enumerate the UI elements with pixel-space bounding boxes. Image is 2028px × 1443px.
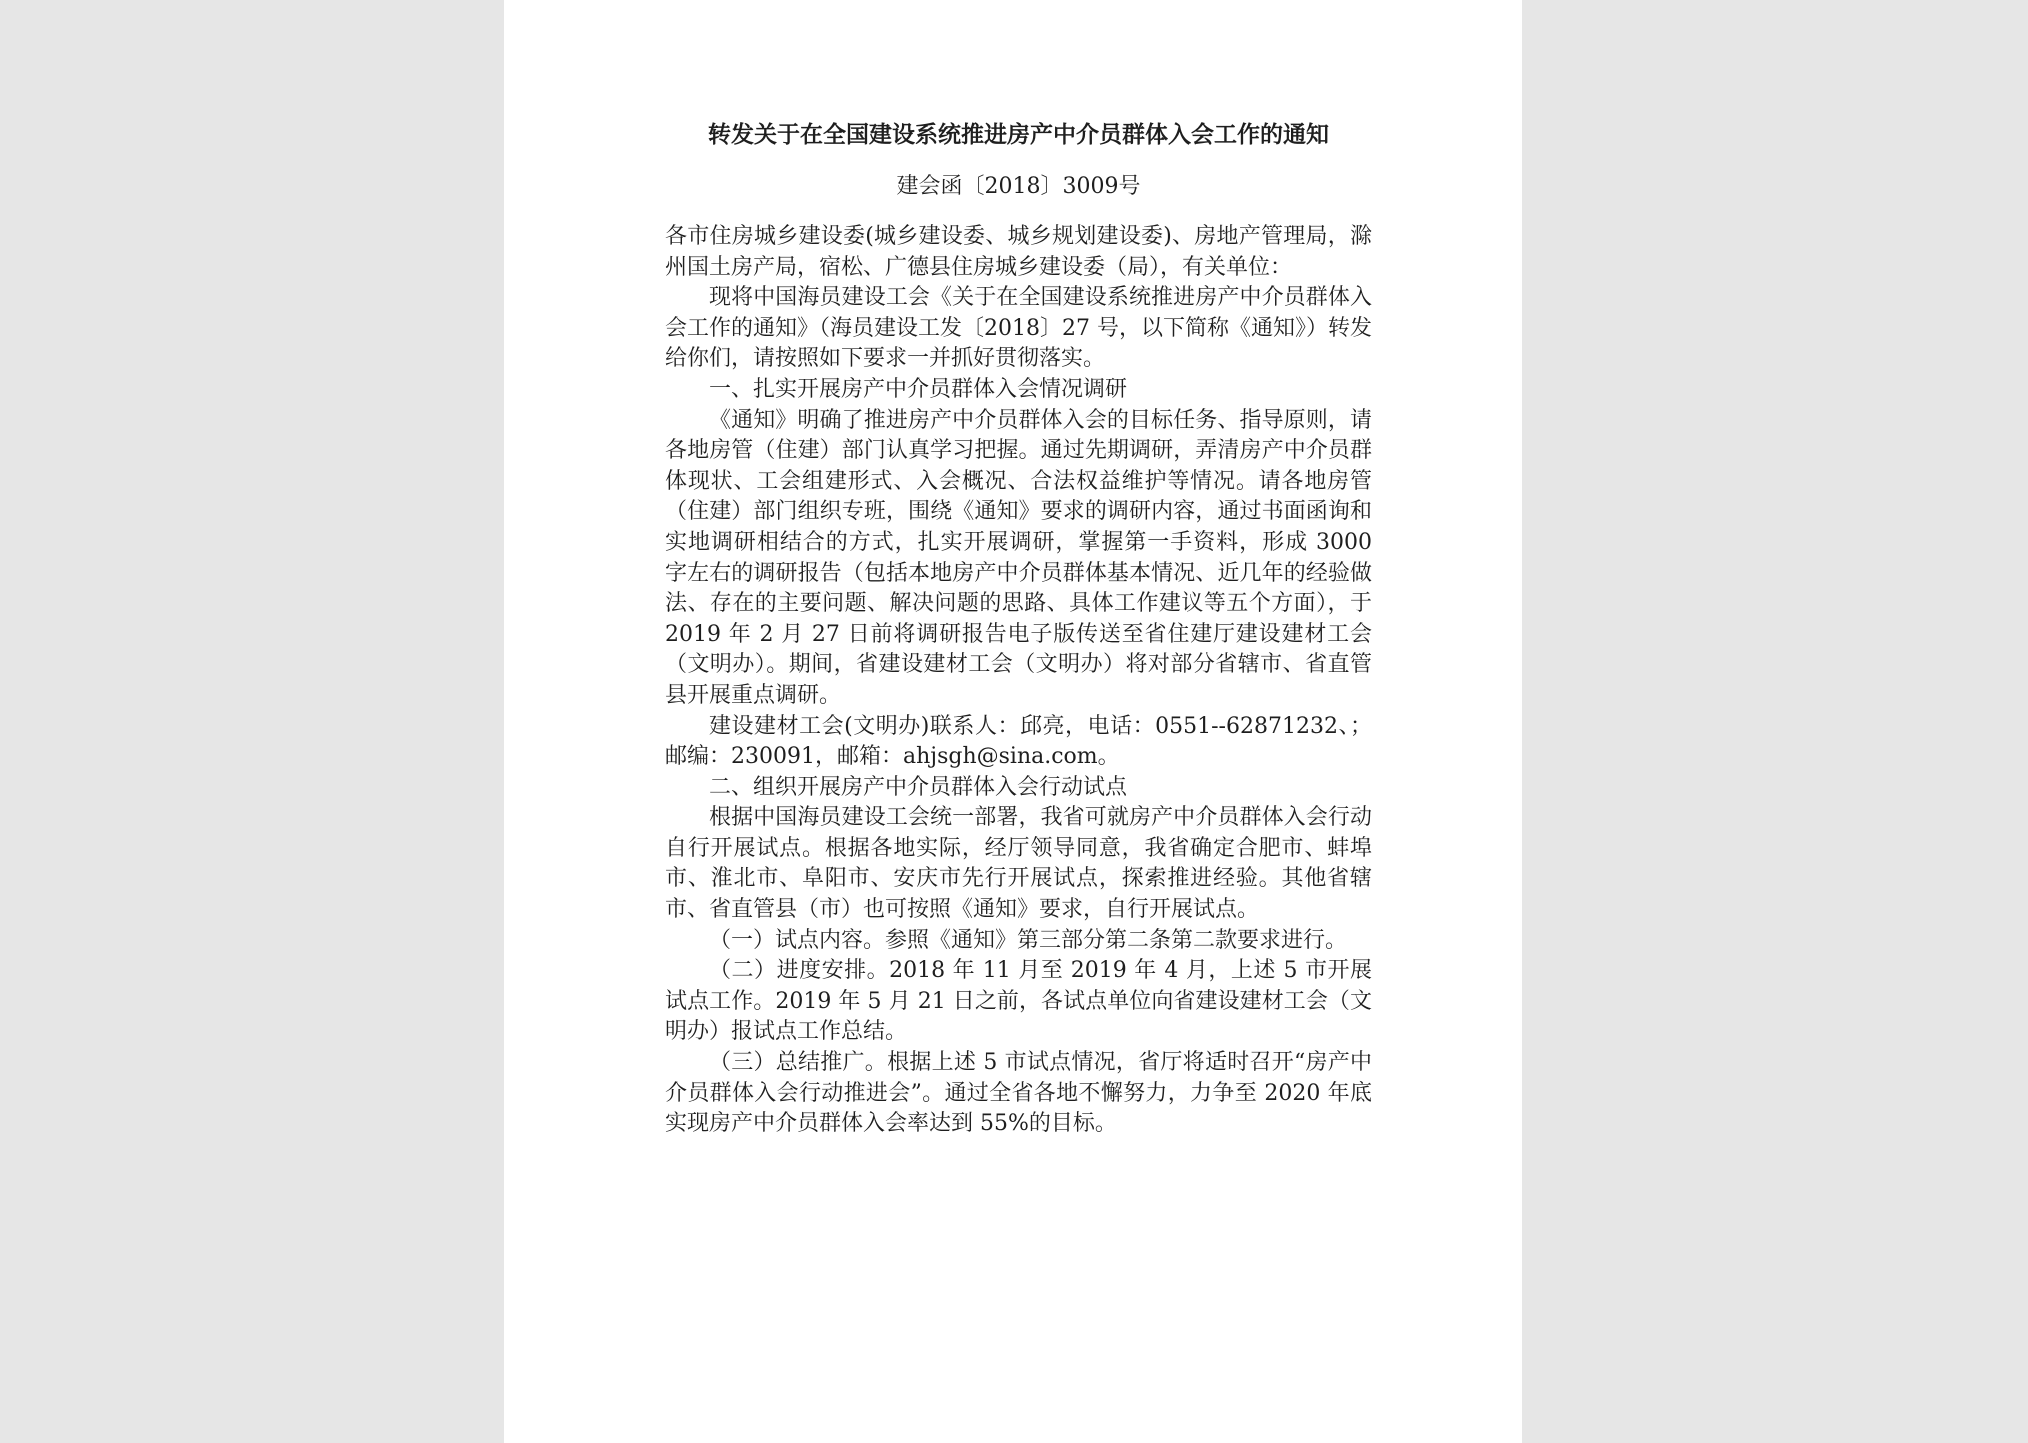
intro-paragraph: 现将中国海员建设工会《关于在全国建设系统推进房产中介员群体入会工作的通知》（海员建设工发〔2018〕27 号，以下简称《通知》）转发给你们，请按照如下要求一并抓好贯彻落实。: [665, 285, 1372, 372]
addressee-paragraph: 各市住房城乡建设委(城乡建设委、城乡规划建设委)、房地产管理局，滁州国土房产局，宿松、广德县住房城乡建设委（局），有关单位：: [665, 224, 1372, 280]
section-heading-1: 一、扎实开展房产中介员群体入会情况调研: [709, 376, 1128, 402]
contact-paragraph: 建设建材工会(文明办)联系人：邱亮，电话：0551--62871232、；邮编：230091，邮箱：ahjsgh@sina.com。: [665, 713, 1372, 770]
item-1-paragraph: （一）试点内容。参照《通知》第三部分第二条第二款要求进行。: [709, 927, 1348, 953]
document-page: [504, 0, 1522, 1443]
document-body: [665, 222, 1372, 1140]
document-content: [665, 118, 1372, 1140]
document-number: 建会函〔2018〕3009号: [896, 174, 1141, 199]
item-2-paragraph: （二）进度安排。2018 年 11 月至 2019 年 4 月，上述 5 市开展试点工作。2019 年 5 月 21 日之前，各试点单位向省建设建材工会（文明办）报试点工作总结。: [665, 958, 1372, 1045]
section-2-paragraph: 根据中国海员建设工会统一部署，我省可就房产中介员群体入会行动自行开展试点。根据各地实际，经厅领导同意，我省确定合肥市、蚌埠市、淮北市、阜阳市、安庆市先行开展试点，探索推进经验。其他省辖市、省直管县（市）也可按照《通知》要求，自行开展试点。: [665, 805, 1372, 923]
item-3-paragraph: （三）总结推广。根据上述 5 市试点情况，省厅将适时召开“房产中介员群体入会行动推进会”。通过全省各地不懈努力，力争至 2020 年底实现房产中介员群体入会率达到 55%的目标。: [665, 1050, 1372, 1137]
section-1-paragraph: 《通知》明确了推进房产中介员群体入会的目标任务、指导原则，请各地房管（住建）部门认真学习把握。通过先期调研，弄清房产中介员群体现状、工会组建形式、入会概况、合法权益维护等情况。请各地房管（住建）部门组织专班，围绕《通知》要求的调研内容，通过书面函询和实地调研相结合的方式，扎实开展调研，掌握第一手资料，形成 3000 字左右的调研报告（包括本地房产中介员群体基本情况、近几年的经验做法、存在的主要问题、解决问题的思路、具体工作建议等五个方面），于 2019 年 2 月 27 日前将调研报告电子版传送至省住建厅建设建材工会（文明办）。期间，省建设建材工会（文明办）将对部分省辖市、省直管县开展重点调研。: [665, 407, 1372, 708]
section-heading-2: 二、组织开展房产中介员群体入会行动试点: [709, 774, 1128, 800]
document-title: 转发关于在全国建设系统推进房产中介员群体入会工作的通知: [708, 121, 1329, 148]
